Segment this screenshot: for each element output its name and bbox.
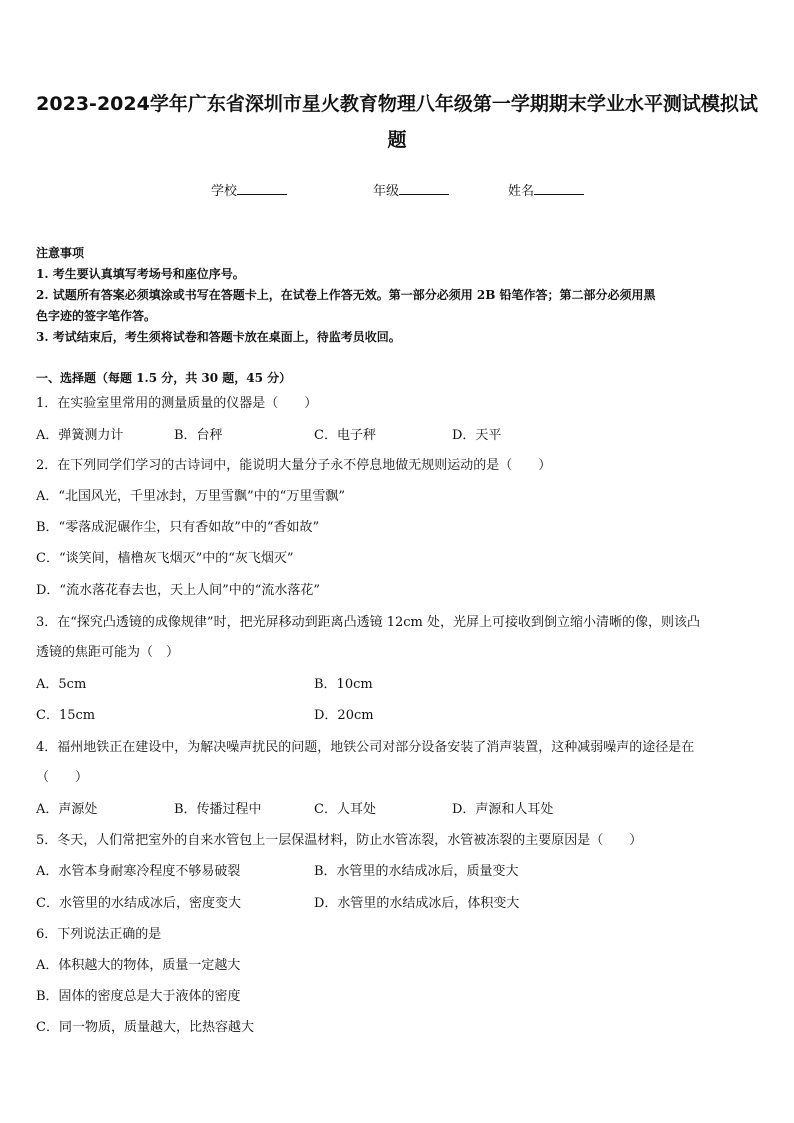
option-a: A．5cm (36, 677, 87, 692)
option-a: A．弹簧测力计 (36, 428, 124, 443)
question-stem: 4．福州地铁正在建设中，为解决噪声扰民的问题，地铁公司对部分设备安装了消声装置，这种减弱噪声的途径是在 (36, 740, 695, 755)
option-c: C．人耳处 (314, 802, 376, 817)
exam-title-line1: 2023-2024学年广东省深圳市星火教育物理八年级第一学期期末学业水平测试模拟试 (36, 93, 758, 115)
school-field (211, 180, 287, 199)
option-c: C．水管里的水结成冰后，密度变大 (36, 896, 241, 911)
option-d: D．声源和人耳处 (452, 802, 554, 817)
name-field (508, 180, 584, 199)
option-d: D．天平 (452, 428, 502, 443)
section-heading: 一、选择题（每题 1.5 分，共 30 题，45 分） (36, 371, 292, 385)
question-stem: 6．下列说法正确的是 (36, 927, 162, 942)
option-a: A．声源处 (36, 802, 98, 817)
option-b: B．传播过程中 (174, 802, 262, 817)
question-stem: （ ） (36, 770, 89, 785)
question-stem: 3．在“探究凸透镜的成像规律”时，把光屏移动到距离凸透镜 12cm 处，光屏上可接收到倒立缩小清晰的像，则该凸 (36, 615, 700, 630)
option-d: D．“流水落花春去也，天上人间”中的“流水落花” (36, 583, 321, 598)
exam-title (30, 86, 764, 158)
option-a: A．“北国风光，千里冰封，万里雪飘”中的“万里雪飘” (36, 489, 345, 504)
notice-item: 3. 考试结束后，考生须将试卷和答题卡放在桌面上，待监考员收回。 (36, 330, 401, 344)
notice-item: 1. 考生要认真填写考场号和座位序号。 (36, 267, 245, 281)
option-b: B．台秤 (174, 428, 223, 443)
grade-label: 年级 (373, 184, 400, 199)
name-blank (534, 182, 584, 195)
option-c: C．电子秤 (314, 428, 376, 443)
option-c: C．同一物质，质量越大，比热容越大 (36, 1020, 254, 1035)
option-b: B．“零落成泥碾作尘，只有香如故”中的“香如故” (36, 520, 320, 535)
option-d: D．20cm (314, 708, 374, 723)
option-a: A．体积越大的物体，质量一定越大 (36, 958, 241, 973)
option-a: A．水管本身耐寒冷程度不够易破裂 (36, 864, 241, 879)
info-fields (0, 180, 794, 200)
option-b: B．10cm (314, 677, 373, 692)
option-c: C．15cm (36, 708, 96, 723)
school-blank (237, 182, 287, 195)
option-c: C．“谈笑间，樯橹灰飞烟灭”中的“灰飞烟灭” (36, 551, 294, 566)
grade-blank (399, 182, 449, 195)
question-stem: 透镜的焦距可能为（ ） (36, 645, 180, 660)
option-d: D．水管里的水结成冰后，体积变大 (314, 896, 520, 911)
question-stem: 5．冬天，人们常把室外的自来水管包上一层保温材料，防止水管冻裂，水管被冻裂的主要原因是（ ） (36, 833, 643, 848)
name-label: 姓名 (508, 184, 535, 199)
school-label: 学校 (211, 184, 238, 199)
notice-heading: 注意事项 (36, 246, 85, 260)
exam-title-line2: 题 (387, 129, 407, 151)
notice-item: 2. 试题所有答案必须填涂或书写在答题卡上，在试卷上作答无效。第一部分必须用 2B 铅笔作答；第二部分必须用黑 (36, 288, 656, 302)
grade-field (373, 180, 449, 199)
option-b: B．固体的密度总是大于液体的密度 (36, 989, 241, 1004)
question-stem: 2．在下列同学们学习的古诗词中，能说明大量分子永不停息地做无规则运动的是（ ） (36, 458, 552, 473)
notice-item: 色字迹的签字笔作答。 (36, 309, 157, 323)
question-stem: 1．在实验室里常用的测量质量的仪器是（ ） (36, 396, 318, 411)
option-b: B．水管里的水结成冰后，质量变大 (314, 864, 519, 879)
